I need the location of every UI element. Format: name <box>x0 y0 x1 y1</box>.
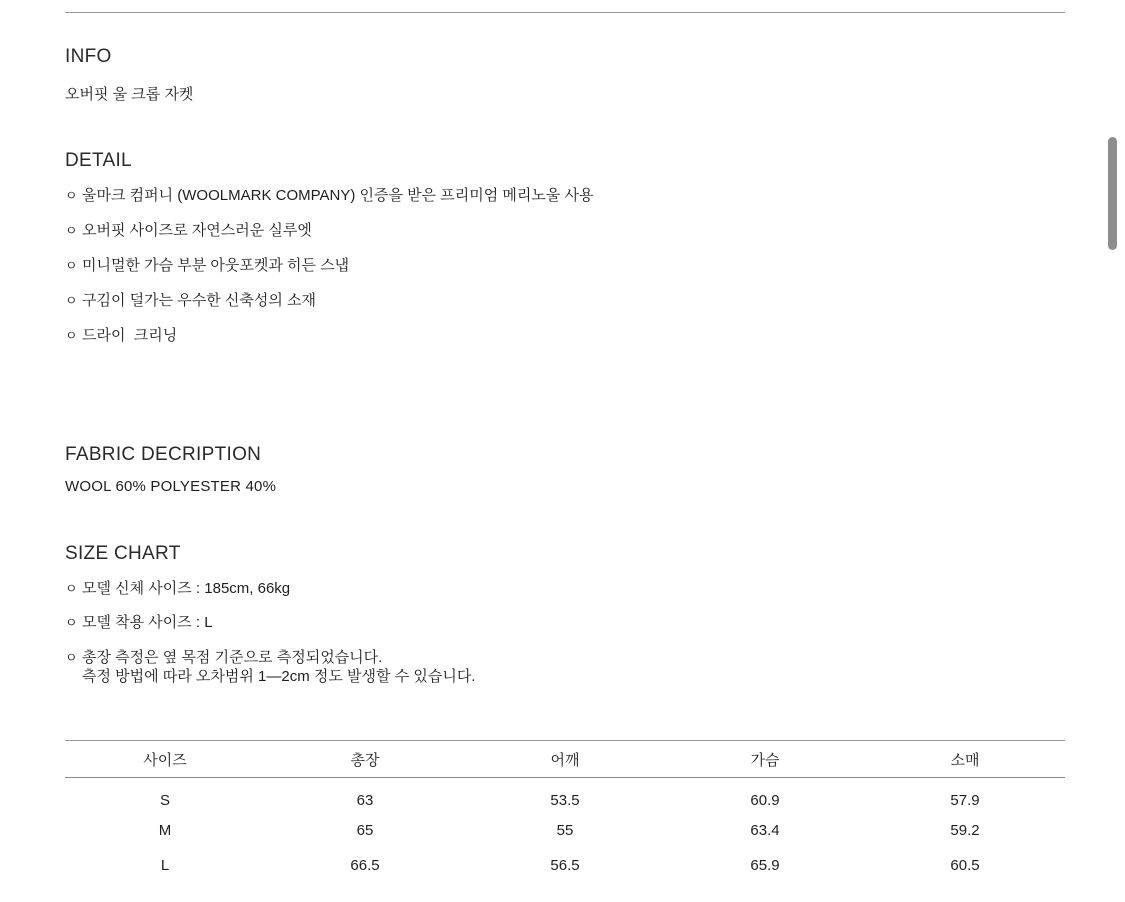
size-table-cell: 60.9 <box>750 792 780 810</box>
size-table-cell: S <box>159 792 170 810</box>
info-heading: INFO <box>65 46 112 67</box>
size-table <box>65 740 1065 883</box>
circle-bullet-icon: ㅇ <box>65 258 78 273</box>
size-table-cell: 57.9 <box>950 792 980 810</box>
size-table-cell: 65.9 <box>750 856 780 874</box>
size-table-row-l <box>65 848 1065 883</box>
fabric-composition: WOOL 60% POLYESTER 40% <box>65 478 277 495</box>
size-table-cell: L <box>160 856 170 874</box>
detail-bullet-list <box>65 186 594 361</box>
measurement-note-line1: 총장 측정은 옆 목점 기준으로 측정되었습니다. <box>82 649 383 666</box>
size-table-cell: 59.2 <box>950 821 980 839</box>
detail-bullet <box>65 291 594 311</box>
size-table-cell: 53.5 <box>550 792 580 810</box>
size-table-cell: 65 <box>356 821 374 839</box>
size-table-cell: 63.4 <box>750 821 780 839</box>
size-table-header-chest: 가슴 <box>750 751 780 769</box>
circle-bullet-icon: ㅇ <box>65 293 78 308</box>
top-divider <box>65 12 1065 13</box>
measurement-note <box>65 648 475 686</box>
size-table-cell: 63 <box>356 792 374 810</box>
model-wearing-size-text: 모델 착용 사이즈 : L <box>82 614 213 631</box>
circle-bullet-icon: ㅇ <box>65 188 78 203</box>
size-chart-bullet <box>65 613 290 633</box>
detail-bullet-text: 울마크 컴퍼니 (WOOLMARK COMPANY) 인증을 받은 프리미엄 메리노울 사용 <box>82 187 594 204</box>
circle-bullet-icon: ㅇ <box>65 581 78 596</box>
size-table-header-sleeve: 소매 <box>950 751 980 769</box>
size-table-cell: 56.5 <box>550 856 580 874</box>
detail-bullet-text: 드라이 크리닝 <box>82 327 178 344</box>
detail-bullet <box>65 221 594 241</box>
size-table-body <box>65 778 1065 883</box>
size-table-header-shoulder: 어깨 <box>550 751 580 769</box>
detail-bullet-text: 구김이 덜가는 우수한 신축성의 소재 <box>82 292 317 309</box>
model-body-size-text: 모델 신체 사이즈 : 185cm, 66kg <box>82 580 291 597</box>
circle-bullet-icon: ㅇ <box>65 223 78 238</box>
size-table-header-size: 사이즈 <box>143 751 187 769</box>
size-table-row-m <box>65 813 1065 848</box>
measurement-note-text <box>82 648 475 686</box>
size-chart-bullet <box>65 579 290 599</box>
size-table-cell: 60.5 <box>950 856 980 874</box>
size-table-header-length: 총장 <box>350 751 380 769</box>
product-name: 오버핏 울 크롭 자켓 <box>65 86 194 103</box>
circle-bullet-icon: ㅇ <box>65 328 78 343</box>
size-table-row-s <box>65 778 1065 813</box>
measurement-note-line2: 측정 방법에 따라 오차범위 1—2cm 정도 발생할 수 있습니다. <box>82 668 476 685</box>
fabric-heading: FABRIC DECRIPTION <box>65 444 262 465</box>
detail-bullet-text: 미니멀한 가슴 부분 아웃포켓과 히든 스냅 <box>82 257 350 274</box>
detail-bullet <box>65 326 594 346</box>
detail-bullet <box>65 186 594 206</box>
size-table-header-row <box>65 741 1065 778</box>
scrollbar-thumb[interactable] <box>1108 137 1117 250</box>
size-table-cell: 66.5 <box>350 856 380 874</box>
size-table-head <box>65 741 1065 778</box>
size-chart-heading: SIZE CHART <box>65 543 181 564</box>
detail-bullet-text: 오버핏 사이즈로 자연스러운 실루엣 <box>82 222 312 239</box>
size-table-cell: M <box>158 821 172 839</box>
circle-bullet-icon: ㅇ <box>65 615 78 630</box>
detail-bullet <box>65 256 594 276</box>
circle-bullet-icon: ㅇ <box>65 650 78 665</box>
size-table-cell: 55 <box>556 821 574 839</box>
detail-heading: DETAIL <box>65 150 132 171</box>
size-chart-bullet-list <box>65 579 290 647</box>
